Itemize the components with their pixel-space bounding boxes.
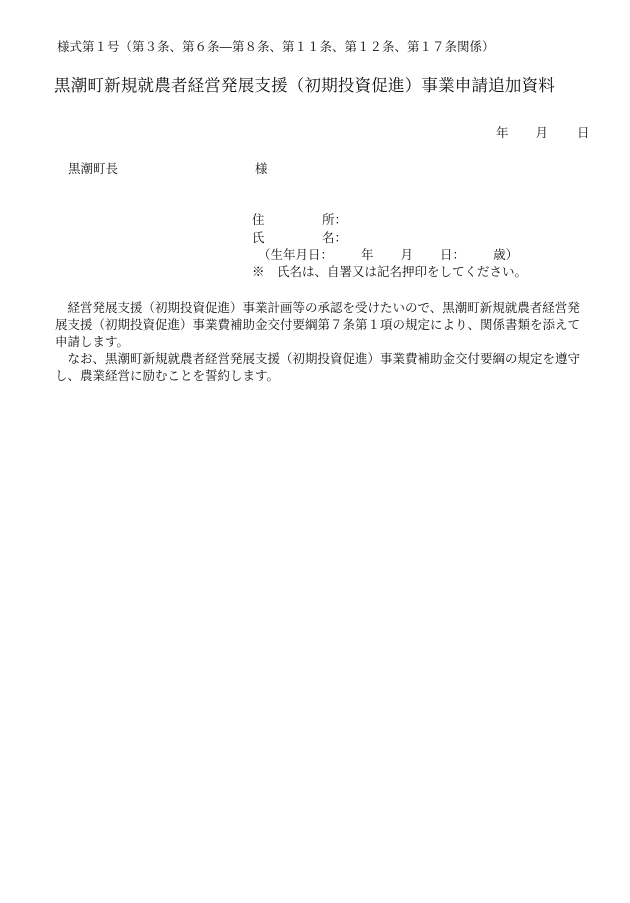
name-label-2: 名： (322, 230, 348, 245)
birthdate-day-label: 日： (440, 247, 466, 262)
form-number: 様式第１号（第３条、第６条―第８条、第１１条、第１２条、第１７条関係） (57, 39, 495, 54)
signature-note: ※ 氏名は、自署又は記名押印をしてください。 (252, 264, 528, 279)
birthdate-year-label: 年 (361, 247, 374, 262)
addressee-name: 黒潮町長 (68, 161, 119, 176)
address-field (252, 212, 347, 228)
body-paragraph-1: 経営発展支援（初期投資促進）事業計画等の承認を受けたいので、黒潮町新規就農者経営発展支援（初期投資促進）事業費補助金交付要綱第７条第１項の規定により、関係書類を添えて申請します。 (55, 300, 581, 349)
addressee-honorific: 様 (255, 161, 268, 176)
body-paragraph-2: なお、黒潮町新規就農者経営発展支援（初期投資促進）事業費補助金交付要綱の規定を遵守し、農業経営に励むことを誓約します。 (55, 351, 581, 383)
birthdate-month-label: 月 (400, 247, 414, 262)
application-body (55, 299, 585, 384)
address-label-1: 住 (252, 212, 265, 227)
birthdate-field (258, 247, 518, 263)
birthdate-age-label: 歳） (493, 247, 519, 262)
date-line (468, 125, 590, 141)
date-day-label: 日 (577, 125, 590, 140)
document-title: 黒潮町新規就農者経営発展支援（初期投資促進）事業申請追加資料 (54, 76, 555, 95)
name-label-1: 氏 (252, 230, 265, 245)
birthdate-open-label: （生年月日： (258, 247, 334, 262)
date-year-label: 年 (496, 125, 509, 140)
address-label-2: 所： (322, 212, 348, 227)
date-month-label: 月 (535, 125, 549, 140)
name-field (252, 230, 347, 246)
